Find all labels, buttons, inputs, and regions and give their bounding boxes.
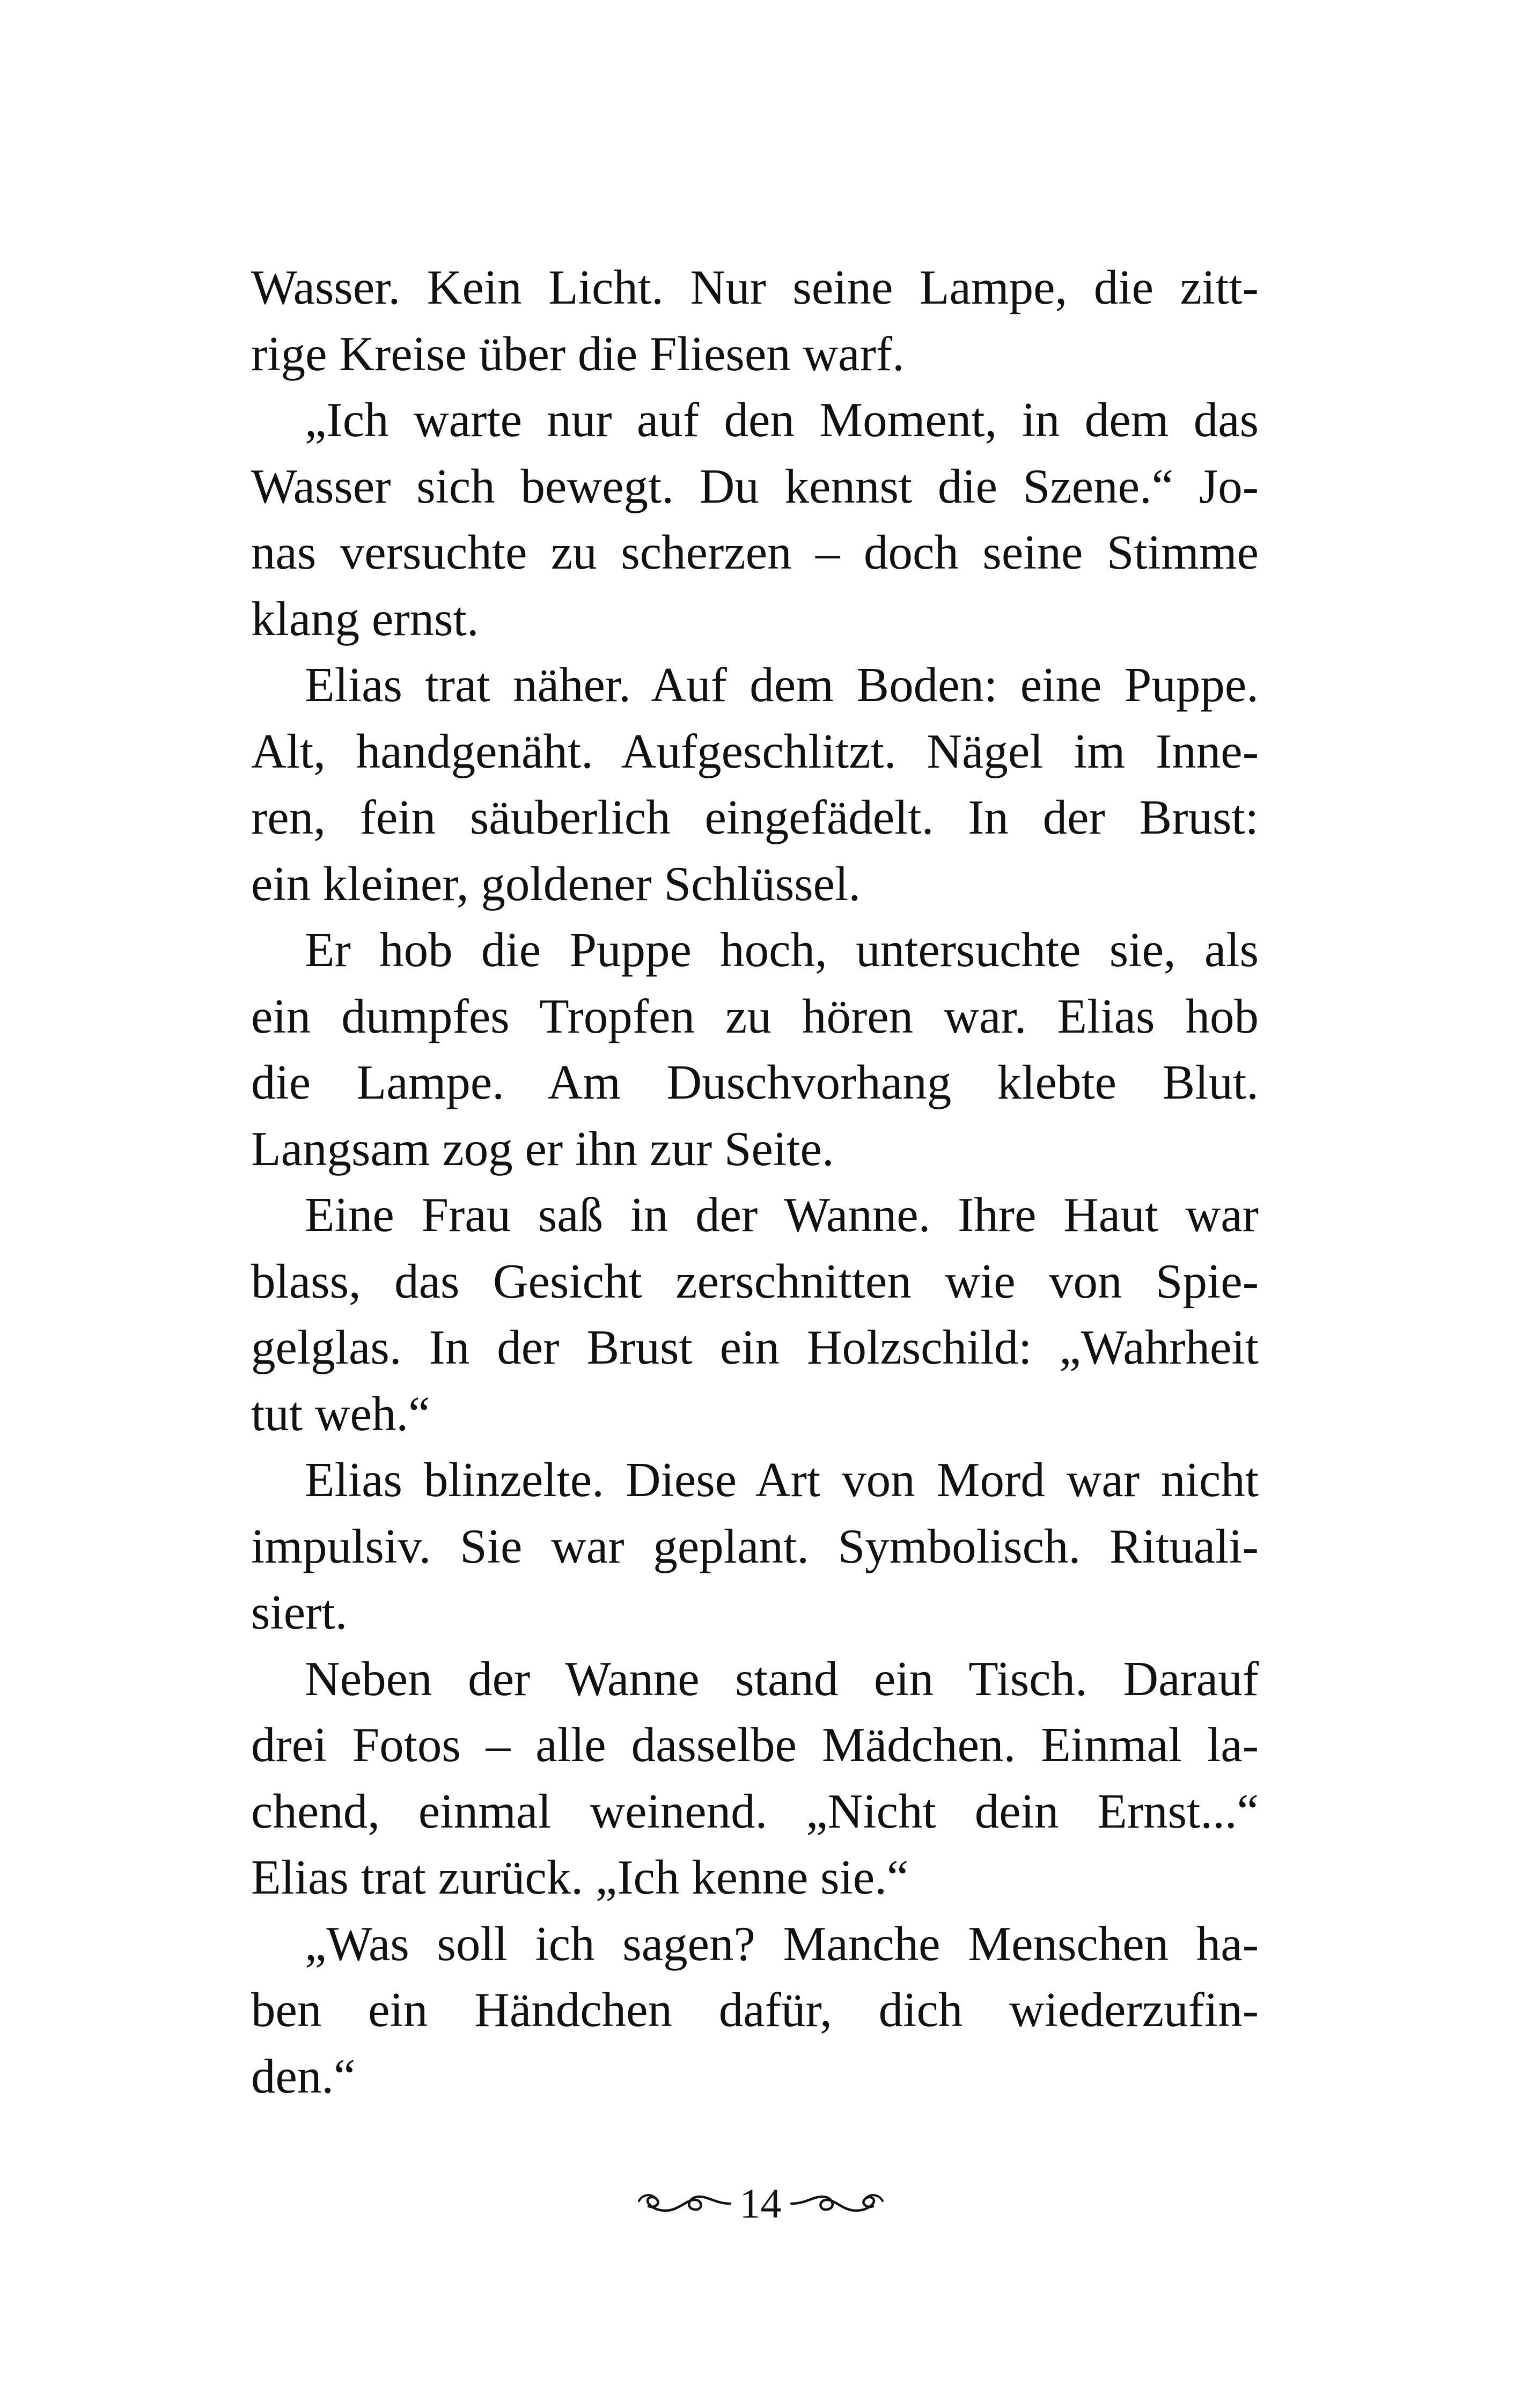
paragraph [251,1911,1259,2110]
paragraph [251,917,1259,1182]
text-line: Alt, handgenäht. Aufgeschlitzt. Nägel im Inne- [251,724,1259,778]
text-line: siert. [251,1585,348,1639]
text-line: impulsiv. Sie war geplant. Symbolisch. Rituali- [251,1519,1259,1573]
text-line: klang ernst. [251,591,479,646]
text-line: Langsam zog er ihn zur Seite. [251,1121,834,1176]
text-line: „Ich warte nur auf den Moment, in dem das [305,393,1259,447]
text-line: chend, einmal weinend. „Nicht dein Ernst...“ [251,1784,1259,1838]
page-number: 14 [739,2180,782,2227]
text-line: ein dumpfes Tropfen zu hören war. Elias hob [251,989,1259,1043]
text-line: Neben der Wanne stand ein Tisch. Darauf [305,1651,1259,1706]
paragraph [251,254,1259,387]
text-line: gelglas. In der Brust ein Holzschild: „Wahrheit [251,1320,1259,1374]
paragraph [251,1447,1259,1646]
paragraph [251,652,1259,917]
text-line: Elias blinzelte. Diese Art von Mord war nicht [305,1453,1259,1507]
text-line: Wasser sich bewegt. Du kennst die Szene.“ Jo- [251,459,1259,513]
text-line: den.“ [251,2049,356,2103]
text-line: Er hob die Puppe hoch, untersuchte sie, als [305,923,1259,977]
text-line: blass, das Gesicht zerschnitten wie von Spie- [251,1254,1259,1308]
text-line: die Lampe. Am Duschvorhang klebte Blut. [251,1055,1259,1109]
paragraph [251,387,1259,652]
paragraph [251,1646,1259,1911]
swirl-flourish-left-icon [636,2185,732,2222]
text-line: „Was soll ich sagen? Manche Menschen ha- [305,1916,1259,1971]
paragraph [251,1182,1259,1447]
text-line: drei Fotos – alle dasselbe Mädchen. Einmal la- [251,1718,1259,1772]
text-line: tut weh.“ [251,1386,430,1441]
text-line: Elias trat näher. Auf dem Boden: eine Puppe. [305,658,1259,712]
text-line: Wasser. Kein Licht. Nur seine Lampe, die zitt- [251,260,1259,314]
text-line: ein kleiner, goldener Schlüssel. [251,856,861,911]
text-line: ben ein Händchen dafür, dich wiederzufin- [251,1983,1259,2037]
text-line: nas versuchte zu scherzen – doch seine Stimme [251,525,1259,579]
text-line: rige Kreise über die Fliesen warf. [251,326,905,381]
body-text [251,254,1259,2109]
text-line: Eine Frau saß in der Wanne. Ihre Haut war [305,1188,1259,1242]
page-footer [0,2171,1521,2236]
swirl-flourish-right-icon [789,2185,886,2222]
text-line: Elias trat zurück. „Ich kenne sie.“ [251,1850,909,1904]
text-line: ren, fein säuberlich eingefädelt. In der Brust: [251,790,1259,844]
